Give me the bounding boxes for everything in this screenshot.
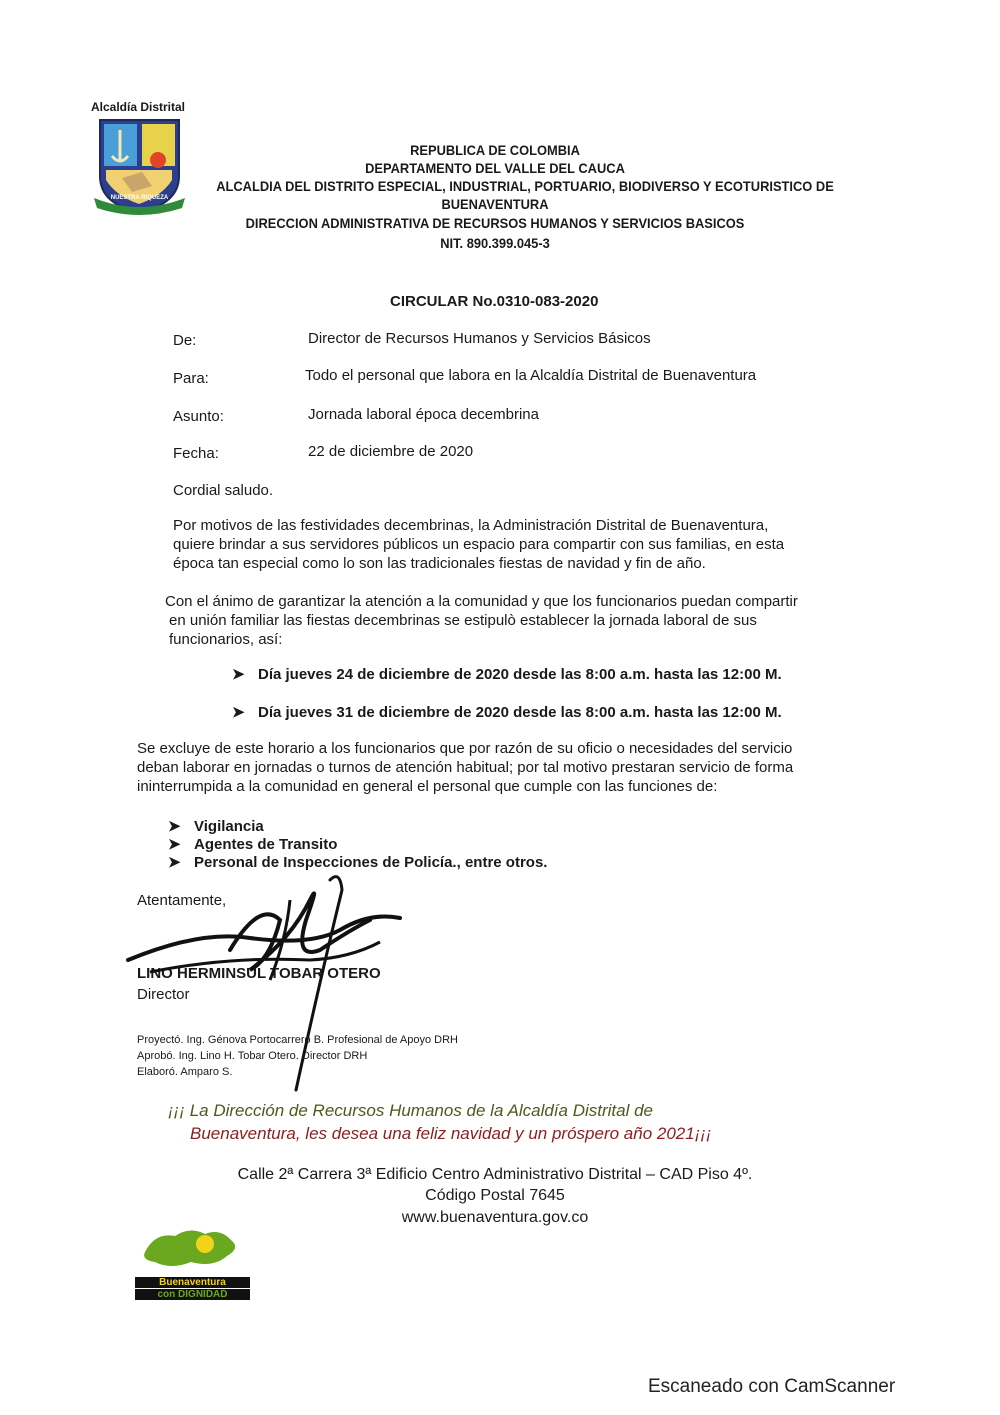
header-line-2: DEPARTAMENTO DEL VALLE DEL CAUCA: [365, 160, 625, 176]
coat-of-arms-icon: [92, 116, 187, 216]
paragraph-3: [137, 739, 793, 796]
subject-label: Asunto:: [173, 408, 224, 425]
header-line-4: BUENAVENTURA: [441, 196, 549, 212]
subject-value: Jornada laboral época decembrina: [308, 406, 539, 423]
closing-line-1: ¡¡¡ La Dirección de Recursos Humanos de la Alcaldía Distrital de: [168, 1101, 654, 1120]
paragraph-2-line: Con el ánimo de garantizar la atención a la comunidad y que los funcionarios puedan compartir: [165, 593, 798, 610]
paragraph-1-line: Por motivos de las festividades decembrinas, la Administración Distrital de Buenaventura,: [173, 517, 769, 534]
footer-address: Calle 2ª Carrera 3ª Edificio Centro Administrativo Distrital – CAD Piso 4º.: [237, 1166, 753, 1183]
function-text: Personal de Inspecciones de Policía., entre otros.: [194, 854, 548, 871]
schedule-item: [232, 703, 782, 721]
credit-line: Aprobó. Ing. Lino H. Tobar Otero. Director DRH: [137, 1050, 368, 1062]
paragraph-3-line: Se excluye de este horario a los funcionarios que por razón de su oficio o necesidades del servicio: [137, 740, 793, 757]
footer-website: www.buenaventura.gov.co: [401, 1209, 589, 1226]
paragraph-3-line: deban laborar en jornadas o turnos de atención habitual; por tal motivo prestaran servicio de forma: [137, 759, 794, 776]
header-line-5: DIRECCION ADMINISTRATIVA DE RECURSOS HUMANOS Y SERVICIOS BASICOS: [245, 215, 745, 231]
paragraph-1: [173, 516, 784, 573]
date-value: 22 de diciembre de 2020: [308, 443, 474, 460]
logo-label: Alcaldía Distrital: [90, 100, 186, 114]
arrow-bullet-icon: ➤: [168, 818, 181, 835]
paragraph-2: [165, 592, 798, 649]
circular-title: CIRCULAR No.0310-083-2020: [390, 293, 599, 310]
function-text: Vigilancia: [194, 818, 264, 835]
logo-text-1: Buenaventura: [135, 1277, 250, 1288]
paragraph-3-line: ininterrumpida a la comunidad en general el personal que cumple con las funciones de:: [137, 778, 718, 795]
function-text: Agentes de Transito: [194, 836, 338, 853]
schedule-text: Día jueves 24 de diciembre de 2020 desde las 8:00 a.m. hasta las 12:00 M.: [258, 666, 782, 683]
to-label: Para:: [173, 370, 209, 387]
paragraph-1-line: quiere brindar a sus servidores públicos un espacio para compartir con sus familias, en esta: [173, 536, 785, 553]
paragraph-1-line: época tan especial como lo son las tradicionales fiestas de navidad y fin de año.: [173, 555, 706, 572]
district-logo: [92, 100, 187, 220]
credit-line: Proyectó. Ing. Génova Portocarrero B. Profesional de Apoyo DRH: [137, 1034, 458, 1046]
scanner-watermark: Escaneado con CamScanner: [648, 1376, 896, 1397]
function-item: [168, 817, 264, 835]
arrow-bullet-icon: ➤: [232, 666, 245, 683]
logo-ribbon: NUESTRA RIQUEZA: [110, 195, 169, 201]
arrow-bullet-icon: ➤: [232, 704, 245, 721]
paragraph-2-line: funcionarios, así:: [169, 631, 283, 648]
paragraph-2-line: en unión familiar las fiestas decembrinas se estipulò establecer la jornada laboral de sus: [169, 612, 757, 629]
schedule-text: Día jueves 31 de diciembre de 2020 desde las 8:00 a.m. hasta las 12:00 M.: [258, 704, 782, 721]
logo-text-2: con DIGNIDAD: [135, 1289, 250, 1300]
arrow-bullet-icon: ➤: [168, 854, 181, 871]
footer-postal: Código Postal 7645: [425, 1187, 565, 1204]
from-value: Director de Recursos Humanos y Servicios Básicos: [308, 330, 651, 347]
buenaventura-logo: [135, 1222, 250, 1300]
map-silhouette-icon: [135, 1222, 250, 1272]
credit-line: Elaboró. Amparo S.: [137, 1066, 233, 1078]
function-item: [168, 835, 337, 853]
arrow-bullet-icon: ➤: [168, 836, 181, 853]
header-line-6: NIT. 890.399.045-3: [440, 235, 550, 251]
sign-off: Atentamente,: [137, 892, 227, 909]
signer-title: Director: [137, 986, 190, 1003]
closing-line-2: Buenaventura, les desea una feliz navidad y un próspero año 2021¡¡¡: [190, 1124, 712, 1143]
header-line-1: REPUBLICA DE COLOMBIA: [410, 142, 580, 158]
header-line-3: ALCALDIA DEL DISTRITO ESPECIAL, INDUSTRIAL, PORTUARIO, BIODIVERSO Y ECOTURISTICO DE: [216, 178, 834, 194]
from-label: De:: [173, 332, 197, 349]
to-value: Todo el personal que labora en la Alcaldía Distrital de Buenaventura: [305, 367, 757, 384]
greeting: Cordial saludo.: [173, 482, 274, 499]
date-label: Fecha:: [173, 445, 219, 462]
signer-name: LINO HERMINSUL TOBAR OTERO: [137, 965, 381, 982]
schedule-item: [232, 665, 782, 683]
